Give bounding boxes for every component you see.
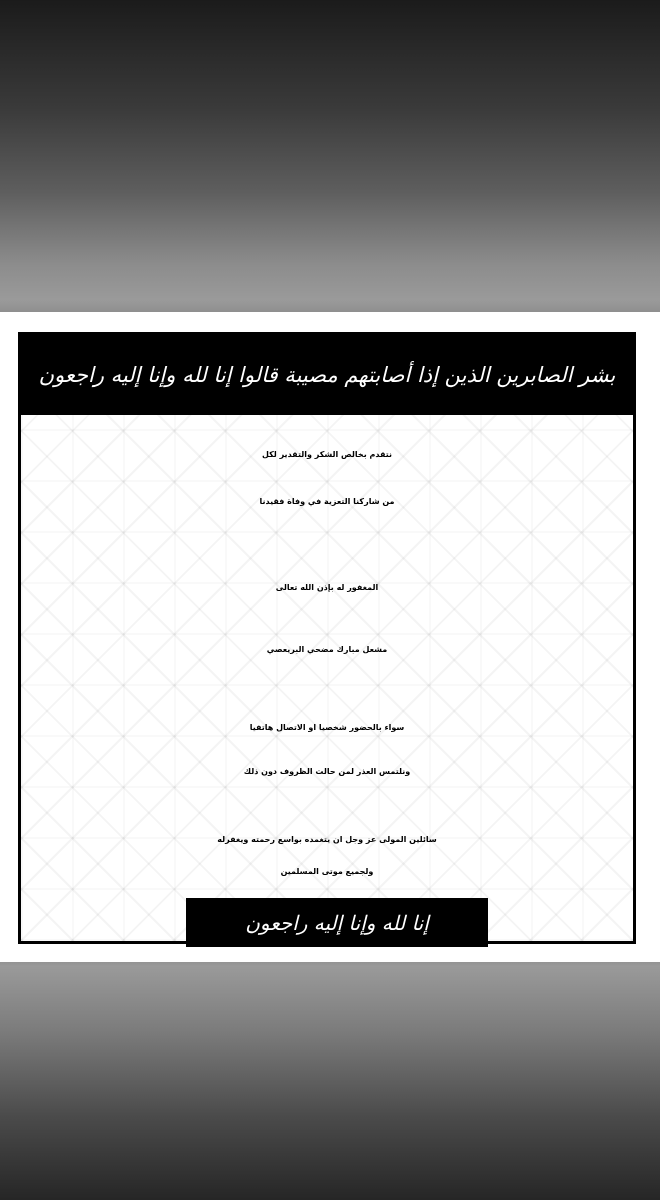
attendance-line-2: ونلتمس العذر لمن حالت الظروف دون ذلك [243,767,411,776]
verse-banner-text: بشر الصابرين الذين إذا أصابتهم مصيبة قالوا إنا لله وإنا إليه راجعون [38,363,616,387]
thanks-line-2: من شاركنا التعزية في وفاة فقيدنا [259,497,395,506]
verse-banner [21,335,633,415]
prayer-line-2: ولجميع موتى المسلمين [280,867,374,876]
prayer-line-1: سائلين المولى عز وجل ان يتغمده بواسع رحمته ويغفرله [217,835,437,844]
condolence-card [0,312,660,962]
closing-verse-text: إنا لله وإنا إليه راجعون [245,910,429,935]
deceased-prefix: المغفور له بإذن الله تعالى [275,583,379,592]
closing-verse-banner [186,898,488,947]
thanks-line-1: نتقدم بخالص الشكر والتقدير لكل [262,450,392,459]
attendance-line-1: سواء بالحضور شخصيا او الاتصال هاتفيا [249,723,405,732]
deceased-name: مشعل مبارك مضحي البريعصي [266,645,388,654]
notice-frame [18,332,636,944]
